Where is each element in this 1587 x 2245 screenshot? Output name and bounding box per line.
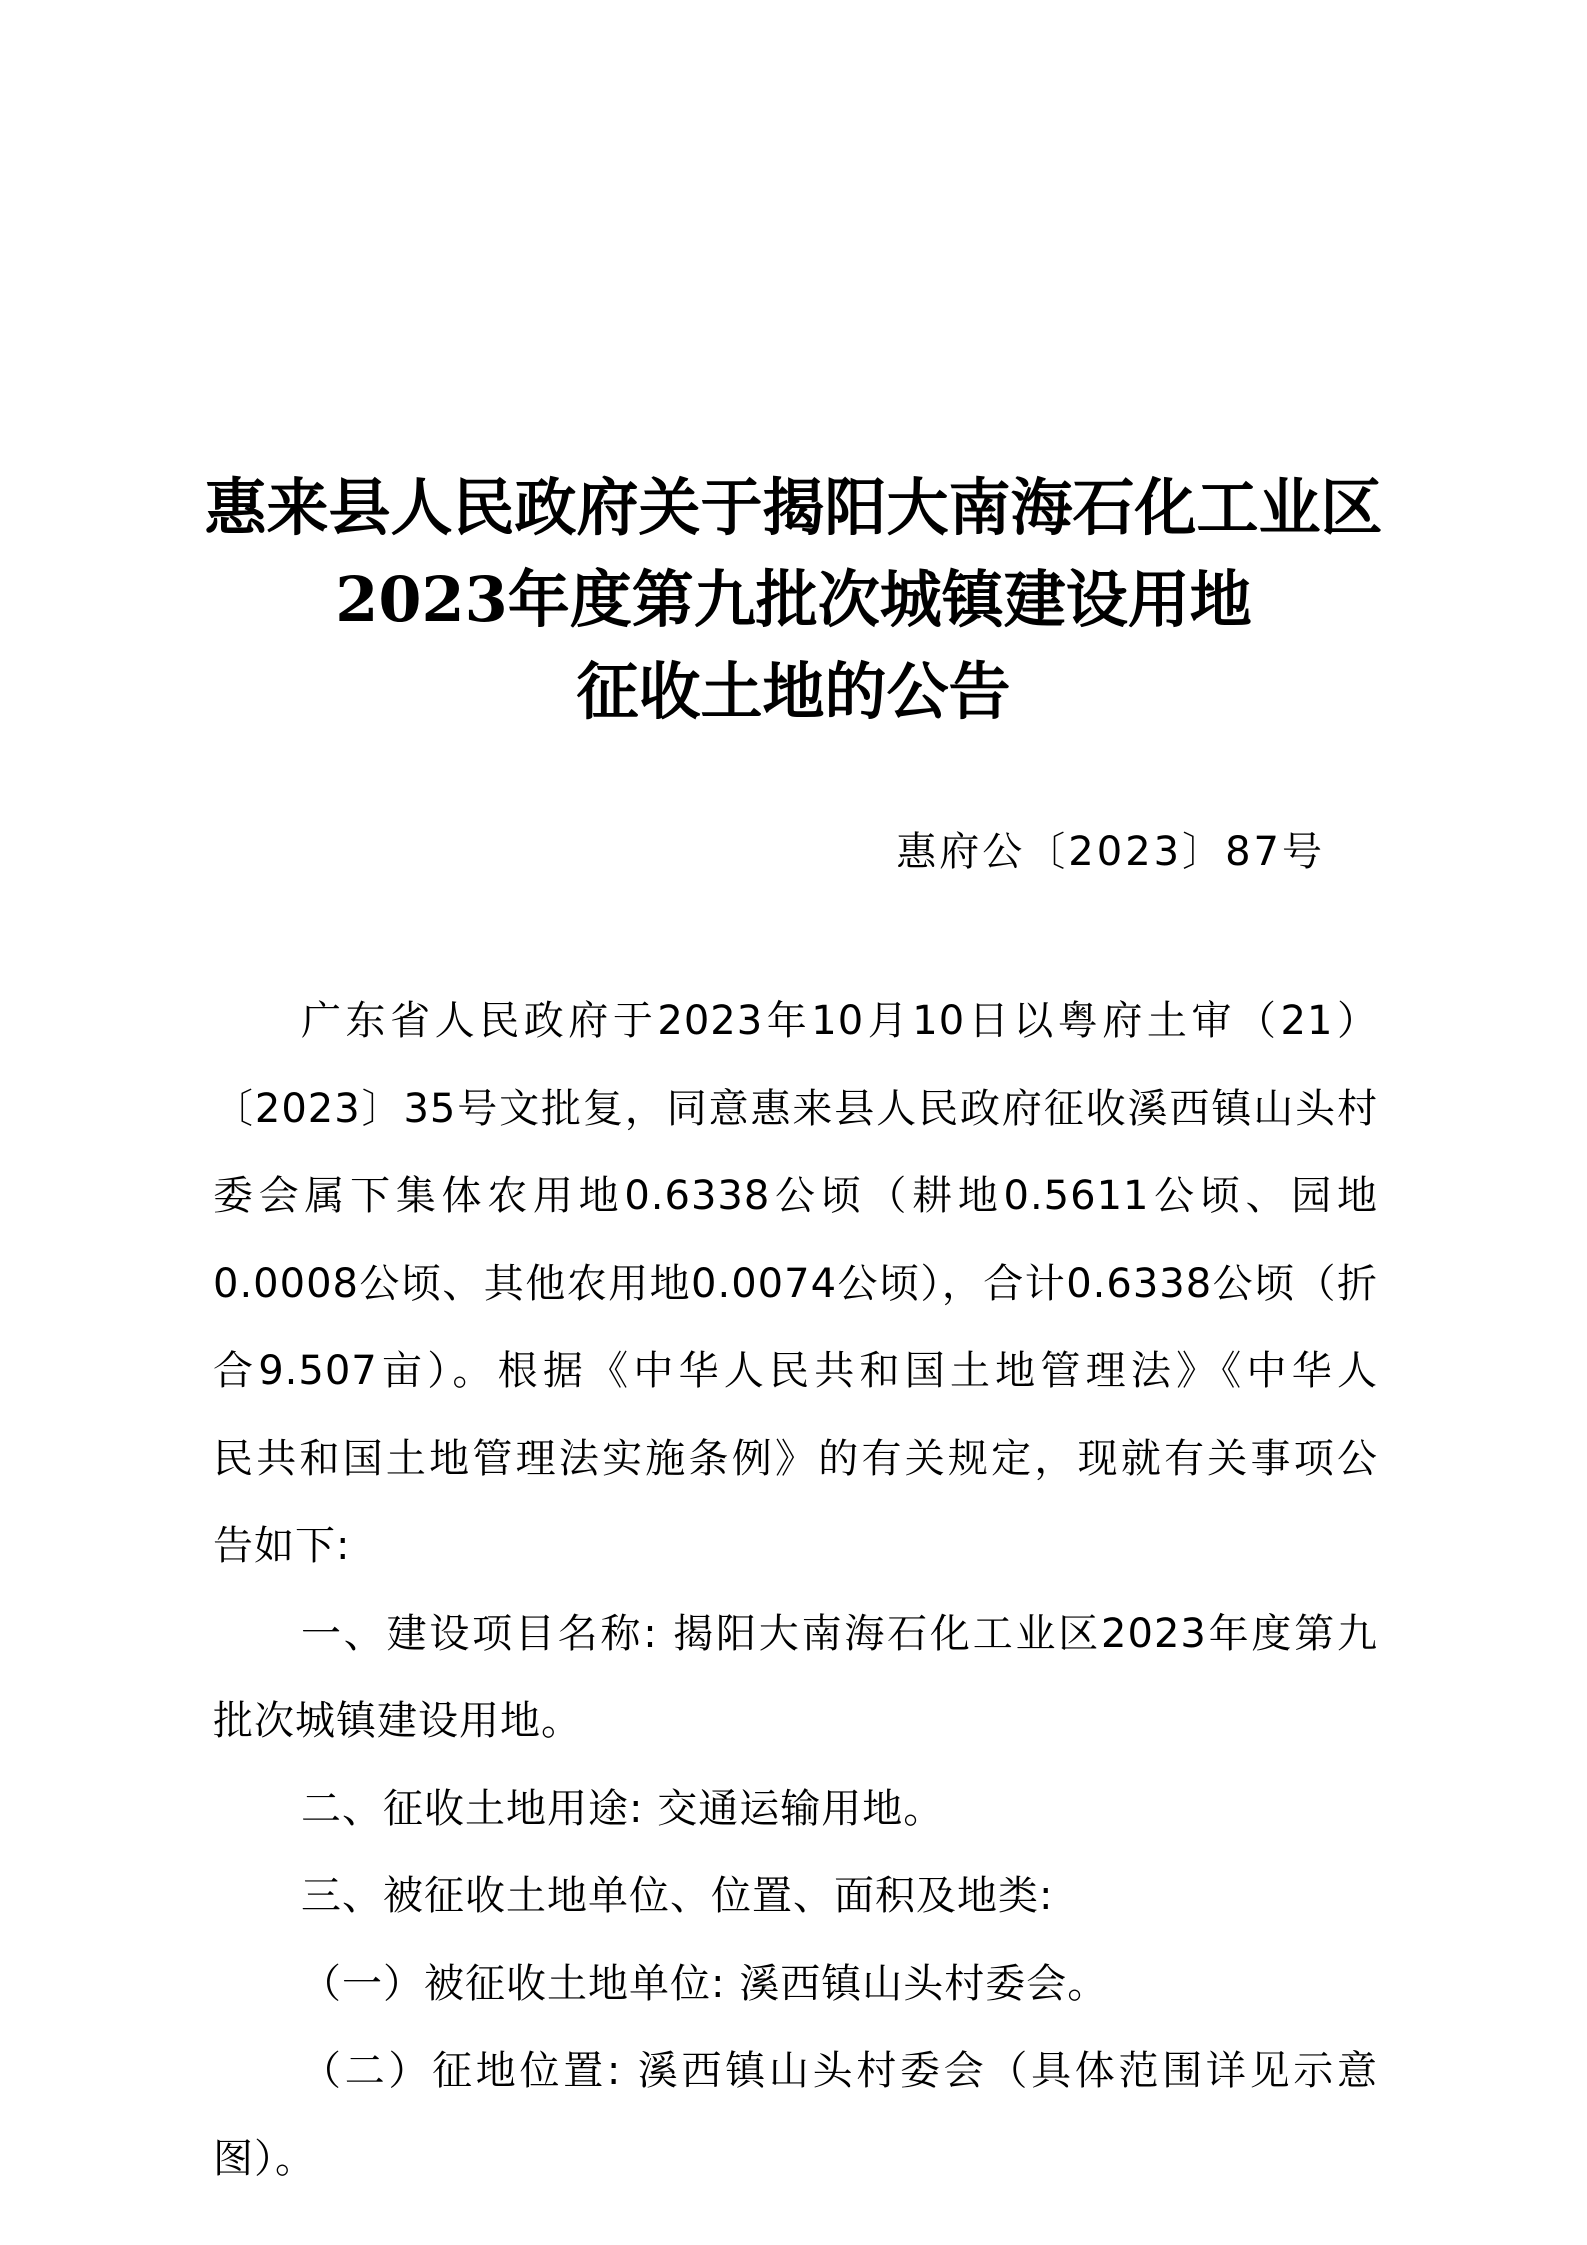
body-line-9: 批次城镇建设用地。 [213, 1698, 582, 1744]
body-line-10: 二、征收土地用途: 交通运输用地。 [301, 1785, 945, 1832]
body-line-13: （二）征地位置: 溪西镇山头村委会（具体范围详见示意 [301, 2048, 1378, 2094]
body-line-8: 一、建设项目名称: 揭阳大南海石化工业区2023年度第九 [301, 1610, 1378, 1657]
document-title [0, 462, 1587, 738]
body-line-2: 〔2023〕35号文批复，同意惠来县人民政府征收溪西镇山头村 [213, 1085, 1378, 1132]
document-number: 惠府公〔2023〕87号 [896, 829, 1325, 875]
body-line-1: 广东省人民政府于2023年10月10日以粤府土审（21） [301, 998, 1378, 1044]
title-line-3: 征收土地的公告 [576, 655, 1011, 728]
body-line-3: 委会属下集体农用地0.6338公顷（耕地0.5611公顷、园地 [213, 1173, 1378, 1219]
body-line-11: 三、被征收土地单位、位置、面积及地类: [301, 1873, 1054, 1919]
body-line-4: 0.0008公顷、其他农用地0.0074公顷），合计0.6338公顷（折 [213, 1260, 1378, 1307]
title-line-2: 2023年度第九批次城镇建设用地 [335, 563, 1252, 636]
body-line-5: 合9.507亩）。根据《中华人民共和国土地管理法》《中华人 [213, 1348, 1378, 1394]
body-line-12: （一）被征收土地单位: 溪西镇山头村委会。 [301, 1960, 1109, 2007]
body-line-14: 图）。 [213, 2135, 316, 2182]
body-line-6: 民共和国土地管理法实施条例》的有关规定，现就有关事项公 [213, 1435, 1378, 1482]
body-line-7: 告如下: [213, 1523, 351, 1569]
document-body [213, 978, 1378, 2203]
title-line-1: 惠来县人民政府关于揭阳大南海石化工业区 [204, 471, 1383, 544]
